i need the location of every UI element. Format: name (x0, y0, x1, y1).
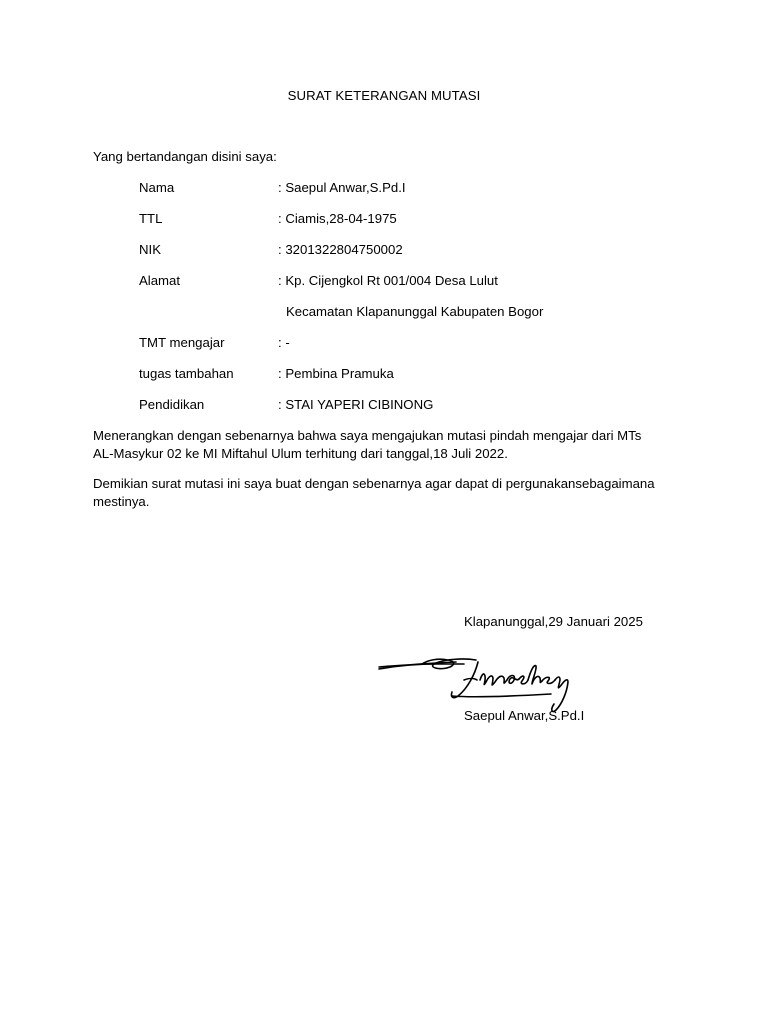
body-paragraph-closing: Demikian surat mutasi ini saya buat dengan sebenarnya agar dapat di pergunakansebagaimana mestinya. (93, 476, 655, 509)
signature-stroke (452, 694, 551, 697)
field-label: TMT mengajar (139, 335, 225, 350)
signature-stroke (480, 674, 507, 685)
field-label: tugas tambahan (139, 366, 234, 381)
signer-name: Saepul Anwar,S.Pd.I (464, 708, 585, 723)
field-row-pendidikan (139, 397, 659, 415)
field-value: : Saepul Anwar,S.Pd.I (278, 180, 406, 195)
handwritten-signature (376, 652, 581, 716)
field-value: : STAI YAPERI CIBINONG (278, 397, 434, 412)
document-title: SURAT KETERANGAN MUTASI (287, 88, 481, 103)
field-row-tugas-tambahan (139, 366, 659, 384)
body-paragraph-statement: Menerangkan dengan sebenarnya bahwa saya mengajukan mutasi pindah mengajar dari MTs AL-Masykur 02 ke MI Miftahul Ulum terhitung dari tanggal,18 Juli 2022. (93, 428, 642, 461)
field-value: : 3201322804750002 (278, 242, 403, 257)
intro-line: Yang bertandangan disini saya: (93, 149, 277, 164)
field-value: : - (278, 335, 290, 350)
signature-stroke (528, 666, 542, 684)
field-row-alamat (139, 273, 659, 291)
field-label: Nama (139, 180, 175, 195)
place-date: Klapanunggal,29 Januari 2025 (464, 614, 643, 629)
field-label: NIK (139, 242, 161, 257)
signature-stroke (542, 677, 555, 683)
field-label: TTL (139, 211, 163, 226)
field-value: : Pembina Pramuka (278, 366, 394, 381)
signature-stroke (507, 676, 519, 684)
signature-stroke (519, 676, 528, 684)
signature-stroke (552, 677, 568, 712)
field-label: Pendidikan (139, 397, 205, 412)
field-row-tmt-mengajar (139, 335, 659, 353)
field-row-nik (139, 242, 659, 260)
field-row-ttl (139, 211, 659, 229)
field-value: : Kp. Cijengkol Rt 001/004 Desa Lulut (278, 273, 498, 288)
address-continuation: Kecamatan Klapanunggal Kabupaten Bogor (286, 304, 544, 319)
field-label: Alamat (139, 273, 181, 288)
field-value: : Ciamis,28-04-1975 (278, 211, 397, 226)
field-row-nama (139, 180, 659, 198)
